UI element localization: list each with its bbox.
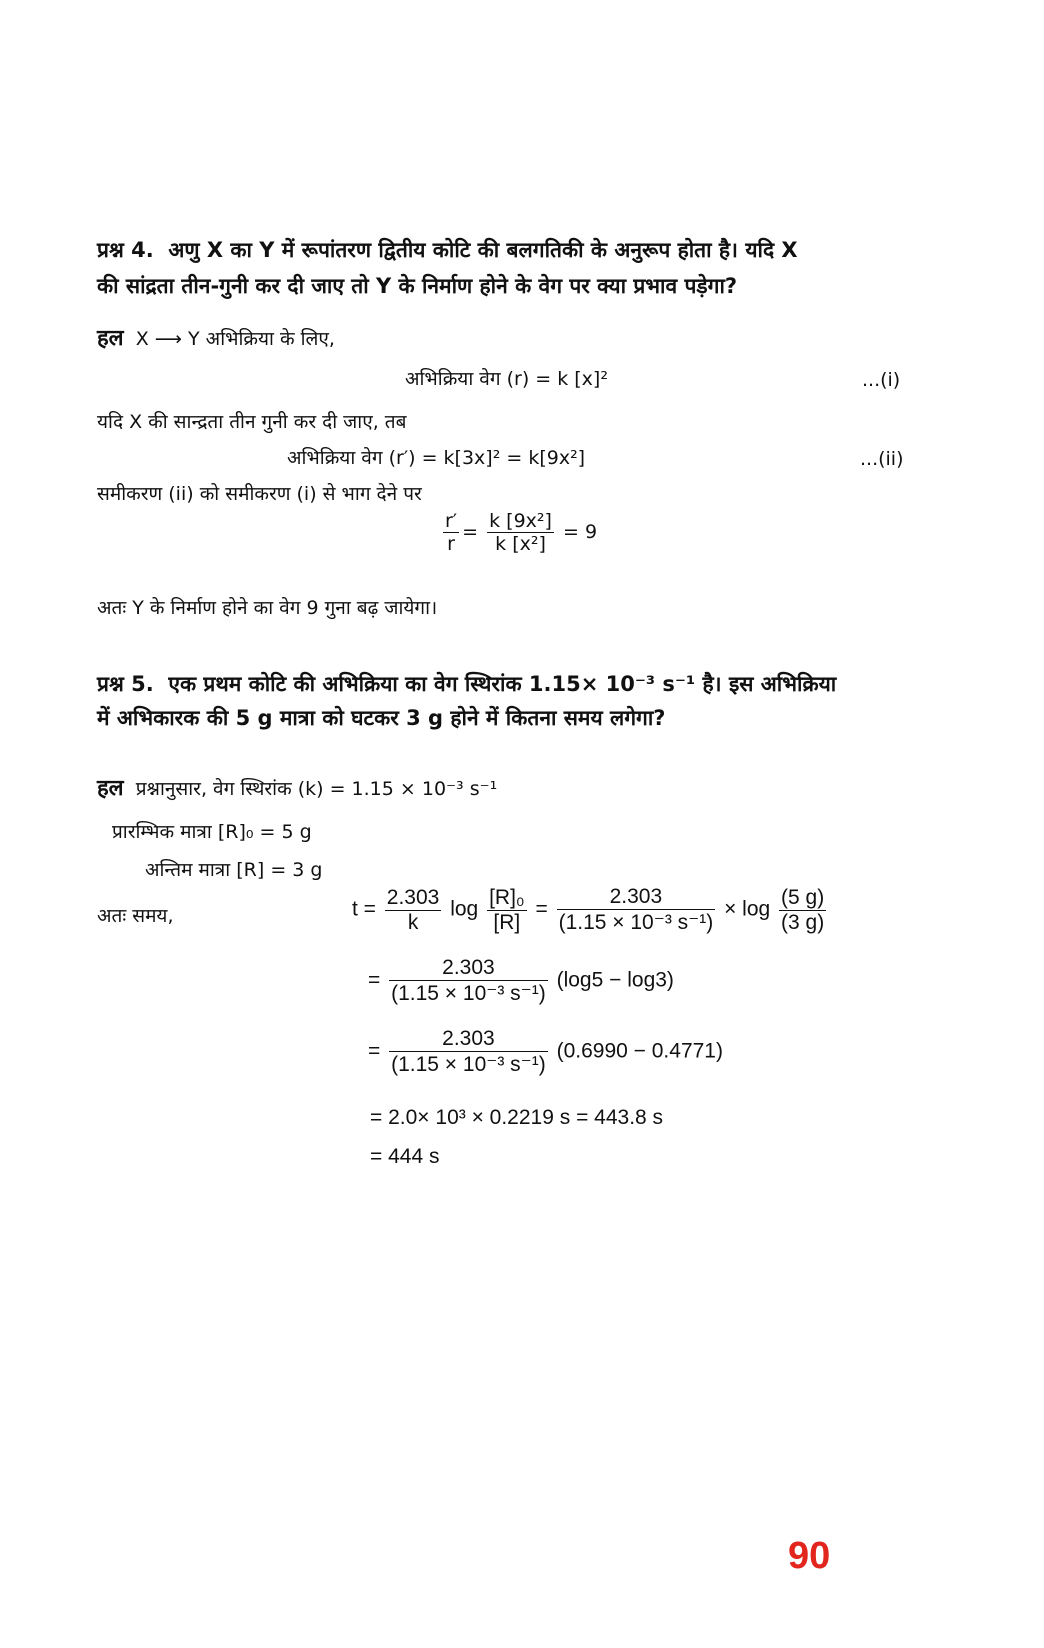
solution-4-intro [97,322,335,352]
f3-den: (1.15 × 10⁻³ s⁻¹) [391,1053,546,1076]
ratio-equation: $\frac{r'}{r}$ = $\frac{\text{k [9x²]}}{\text{k [x²]}}$ = 9 [445,510,598,555]
f2-den: [R] [493,910,521,934]
question-5-text: एक प्रथम कोटि की अभिक्रिया का वेग स्थिरांक 1.15× 10⁻³ s⁻¹ है। इस अभिक्रिया [168,672,837,696]
f3-num: 2.303 [389,956,548,981]
f1-num: 2.303 [386,885,440,909]
question-5-line1 [97,670,836,698]
equals: = [535,897,548,921]
f3-num: 2.303 [557,885,716,910]
ratio-right-denominator: k [x²] [495,533,546,555]
log: log [450,897,479,921]
ratio-denominator: r [447,533,455,555]
equation-2-tag: ...(ii) [860,448,904,470]
question-4-text: अणु X का Y में रूपांतरण द्वितीय कोटि की बलगतिकी के अनुरूप होता है। यदि X [168,238,798,262]
times-log: × log [724,897,771,921]
t-equals: t = [352,897,376,921]
solution-5-given [97,772,497,802]
intro-text: X ⟶ Y अभिक्रिया के लिए, [135,328,335,350]
ratio-numerator: r′ [445,510,458,532]
solution-label: हल [97,776,124,801]
question-4-line2: की सांद्रता तीन-गुनी कर दी जाए तो Y के निर्माण होने के वेग पर क्या प्रभाव पड़ेगा? [97,274,738,298]
ratio-result: = 9 [562,521,598,543]
given-k: प्रश्नानुसार, वेग स्थिरांक (k) = 1.15 × 10⁻³ s⁻¹ [135,778,498,800]
f2-num: [R]₀ [489,885,525,909]
f1-den: k [407,910,419,934]
equation-2: अभिक्रिया वेग (r′) = k[3x]² = k[9x²] [287,447,586,469]
question-4-label: प्रश्न 4. [97,238,154,262]
f3-den: (1.15 × 10⁻³ s⁻¹) [391,982,546,1005]
step-3 [368,1027,723,1077]
initial-amount: प्रारम्भिक मात्रा [R]₀ = 5 g [112,821,312,843]
page-number: 90 [788,1535,831,1577]
divide-text: समीकरण (ii) को समीकरण (i) से भाग देने पर [97,483,422,505]
f4-den: (3 g) [781,910,825,934]
equals: = [368,968,381,992]
solution-label: हल [97,326,124,351]
f3-num: 2.303 [389,1027,548,1052]
question-5-line2: में अभिकारक की 5 g मात्रा को घटकर 3 g होने में कितना समय लगेगा? [97,706,666,730]
question-5-label: प्रश्न 5. [97,672,154,696]
equals: = [368,1039,381,1063]
step-2-tail: (log5 − log3) [556,968,674,992]
step-4: = 2.0× 10³ × 0.2219 s = 443.8 s [370,1106,664,1129]
final-amount: अन्तिम मात्रा [R] = 3 g [145,859,323,881]
question-4-line1 [97,236,798,264]
equation-1: अभिक्रिया वेग (r) = k [x]² [405,368,608,390]
ratio-right-numerator: k [9x²] [489,510,552,532]
f4-num: (5 g) [781,885,825,909]
equation-1-tag: ...(i) [862,369,901,391]
time-label: अतः समय, [97,905,174,927]
time-equation [352,885,829,935]
conclusion-text: अतः Y के निर्माण होने का वेग 9 गुना बढ़ जायेगा। [97,597,438,619]
step-5: = 444 s [370,1145,440,1168]
condition-text: यदि X की सान्द्रता तीन गुनी कर दी जाए, तब [97,411,407,433]
f3-den: (1.15 × 10⁻³ s⁻¹) [558,911,714,934]
step-3-tail: (0.6990 − 0.4771) [556,1039,723,1063]
step-2 [368,956,674,1006]
